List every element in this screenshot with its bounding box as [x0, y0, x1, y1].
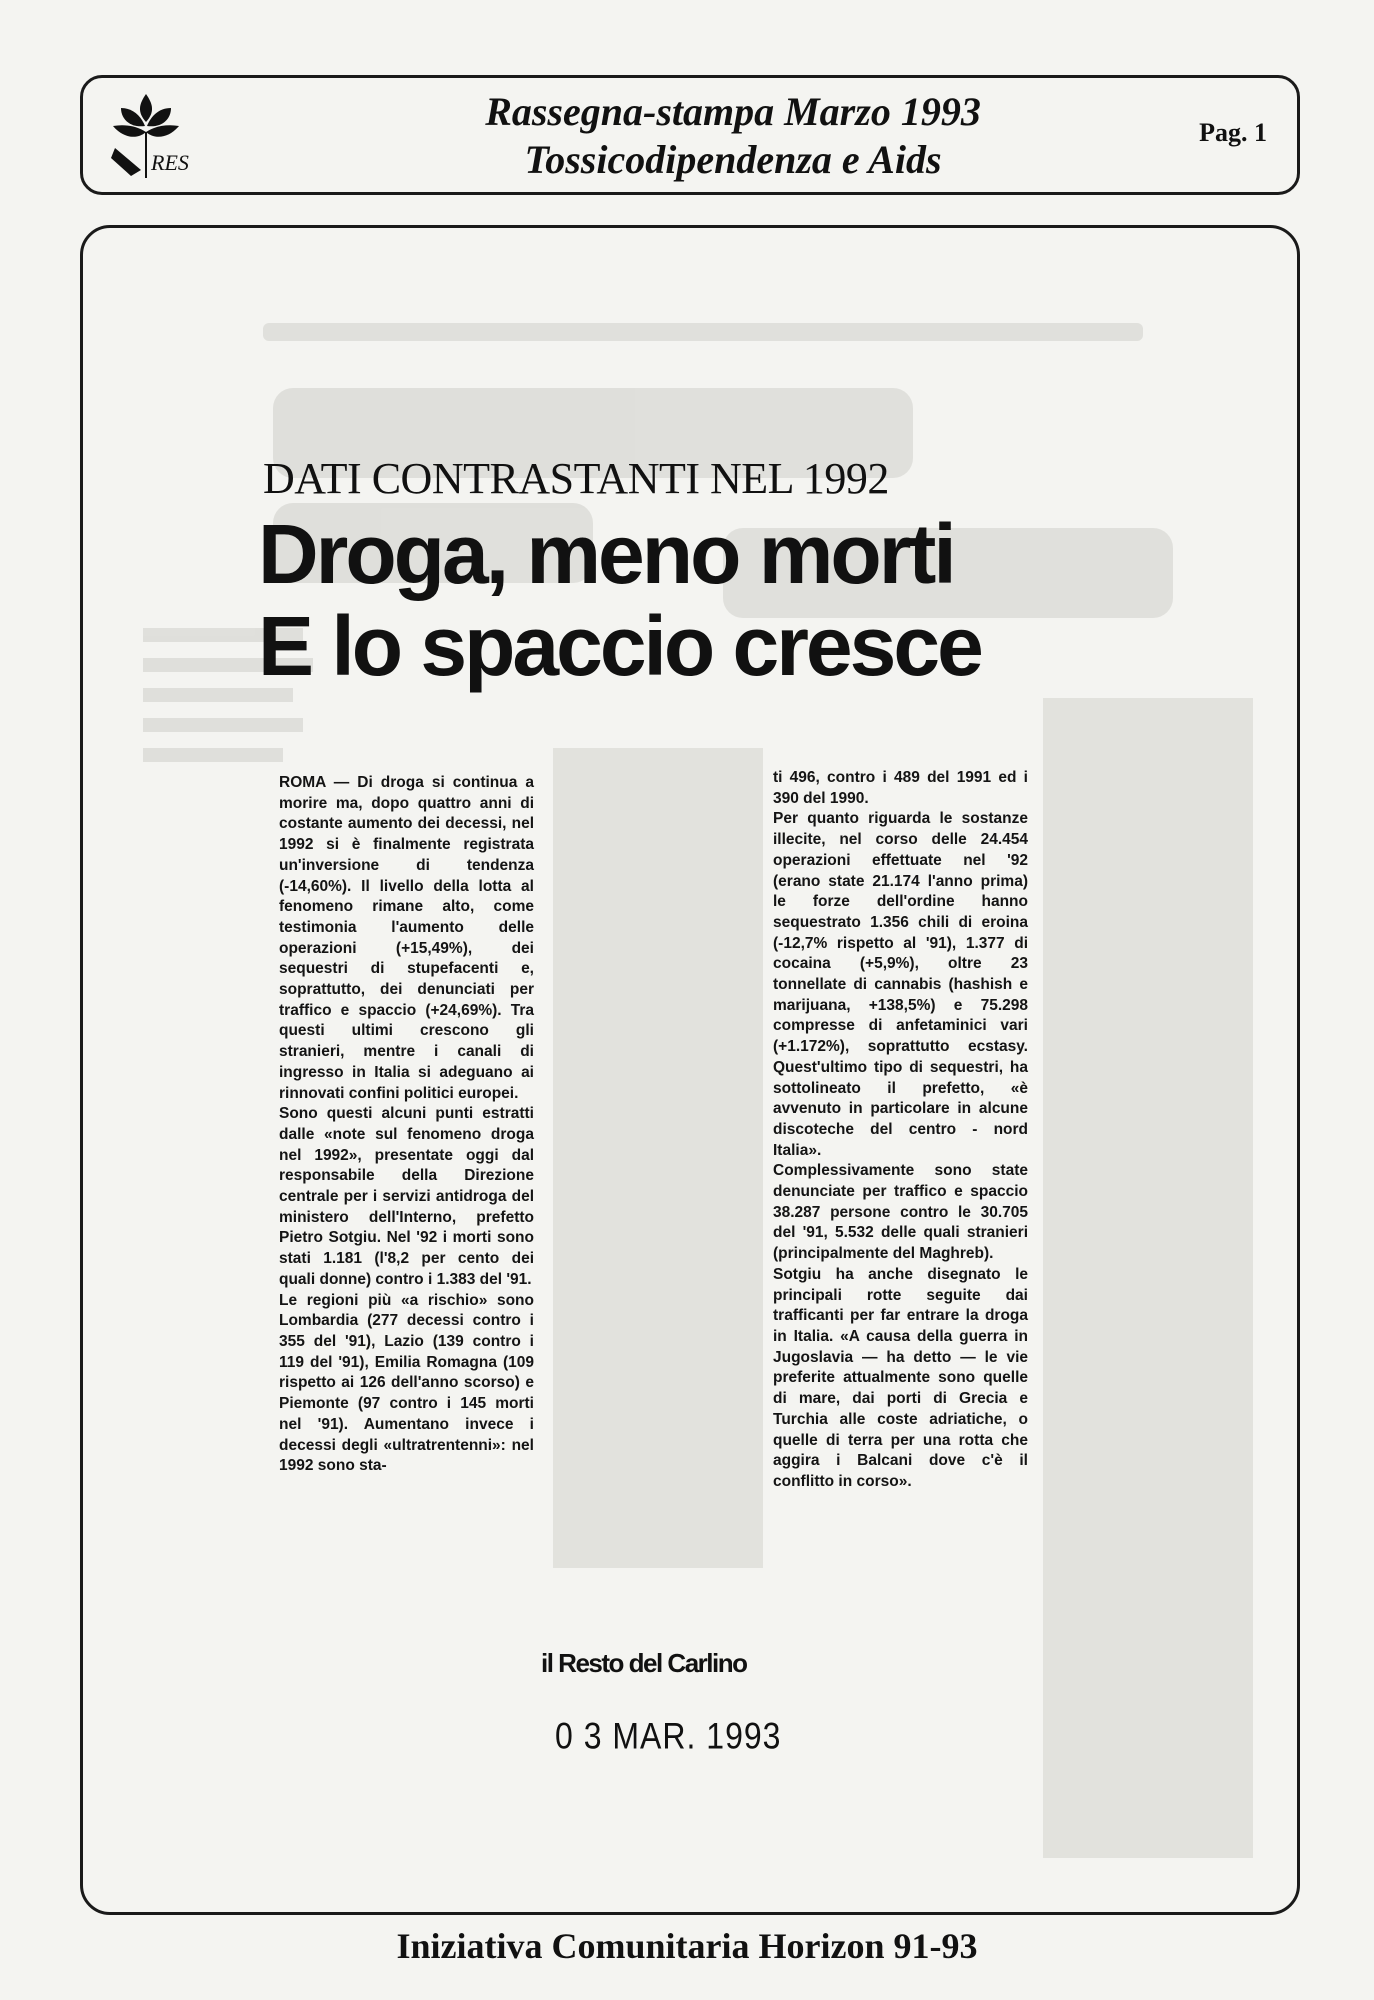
date-stamp: 0 3 MAR. 1993 — [555, 1715, 782, 1757]
header-title — [323, 88, 1143, 184]
paragraph: Sotgiu ha anche disegnato le principali rotte seguite dai trafficanti per far entrare la droga in Italia. «A causa della guerra in Jugoslavia — ha detto — le vie preferite attualmente sono quelle di mare, dai porti di Grecia e Turchia alle coste adriatiche, o quelle di terra per una rotta che aggira i Balcani dove c'è il conflitto in corso». — [773, 1265, 1028, 1490]
headline-line2: E lo spaccio cresce — [258, 599, 981, 693]
footer-text: Iniziativa Comunitaria Horizon 91-93 — [396, 1926, 978, 1966]
header-box — [80, 75, 1300, 195]
article-column-1 — [279, 773, 534, 1477]
header-title-line2: Tossicodipendenza e Aids — [524, 137, 942, 182]
header-title-line1: Rassegna-stampa Marzo 1993 — [485, 89, 981, 134]
paragraph: Le regioni più «a rischio» sono Lombardia (277 decessi contro i 355 del '91), Lazio (139 contro i 119 del '91), Emilia Romagna (109 rispetto ai 126 dell'anno scorso) e Piemonte (97 contro i 145 morti nel '91). Aumentano invece i decessi degli «ultratrentenni»: nel 1992 sono sta- — [279, 1291, 534, 1475]
headline-line1: Droga, meno morti — [258, 507, 954, 601]
newspaper-masthead: il Resto del Carlino — [541, 1648, 747, 1678]
article-kicker: DATI CONTRASTANTI NEL 1992 — [263, 454, 889, 503]
logo-text: RES — [151, 150, 189, 175]
paragraph: ROMA — Di droga si continua a morire ma, dopo quattro anni di costante aumento dei decessi, nel 1992 si è finalmente registrata un'inversione di tendenza (-14,60%). Il livello della lotta al fenomeno rimane alto, come testimonia l'aumento delle operazioni (+15,49%), dei sequestri di stupefacenti e, soprattutto, dei denunciati per traffico e spaccio (+24,69%). Tra questi ultimi crescono gli stranieri, mentre i canali di ingresso in Italia si adeguano ai rinnovati confini politici europei. — [279, 774, 534, 1102]
article-frame — [80, 225, 1300, 1915]
paragraph: Complessivamente sono state denunciate per traffico e spaccio 38.287 persone contro le 30.705 del '91, 5.532 delle quali stranieri (principalmente del Maghreb). — [773, 1162, 1028, 1263]
paragraph: Per quanto riguarda le sostanze illecite, nel corso delle 24.454 operazioni effettuate nel '92 (erano state 21.174 l'anno prima) le forze dell'ordine hanno sequestrato 1.356 chili di eroina (-12,7% rispetto al '91), 1.377 di cocaina (+5,9%), oltre 23 tonnellate di cannabis (hashish e marijuana, +138,5%) e 75.298 compresse di anfetaminici vari (+1.172%), soprattutto ecstasy. Quest'ultimo tipo di sequestri, ha sottolineato il prefetto, «è avvenuto in particolare in alcune discoteche del centro - nord Italia». — [773, 810, 1028, 1159]
page-number: Pag. 1 — [1199, 118, 1267, 147]
article-column-2 — [773, 768, 1028, 1493]
paragraph: ti 496, contro i 489 del 1991 ed i 390 del 1990. — [773, 769, 1028, 807]
paragraph: Sono questi alcuni punti estratti dalle «note sul fenomeno droga nel 1992», presentate oggi dal responsabile della Direzione centrale per i servizi antidroga del ministero dell'Interno, prefetto Pietro Sotgiu. Nel '92 i morti sono stati 1.181 (l'8,2 per cento dei quali donne) contro i 1.383 del '91. — [279, 1105, 534, 1288]
res-logo-icon — [101, 86, 191, 186]
article-headline — [258, 508, 1158, 692]
